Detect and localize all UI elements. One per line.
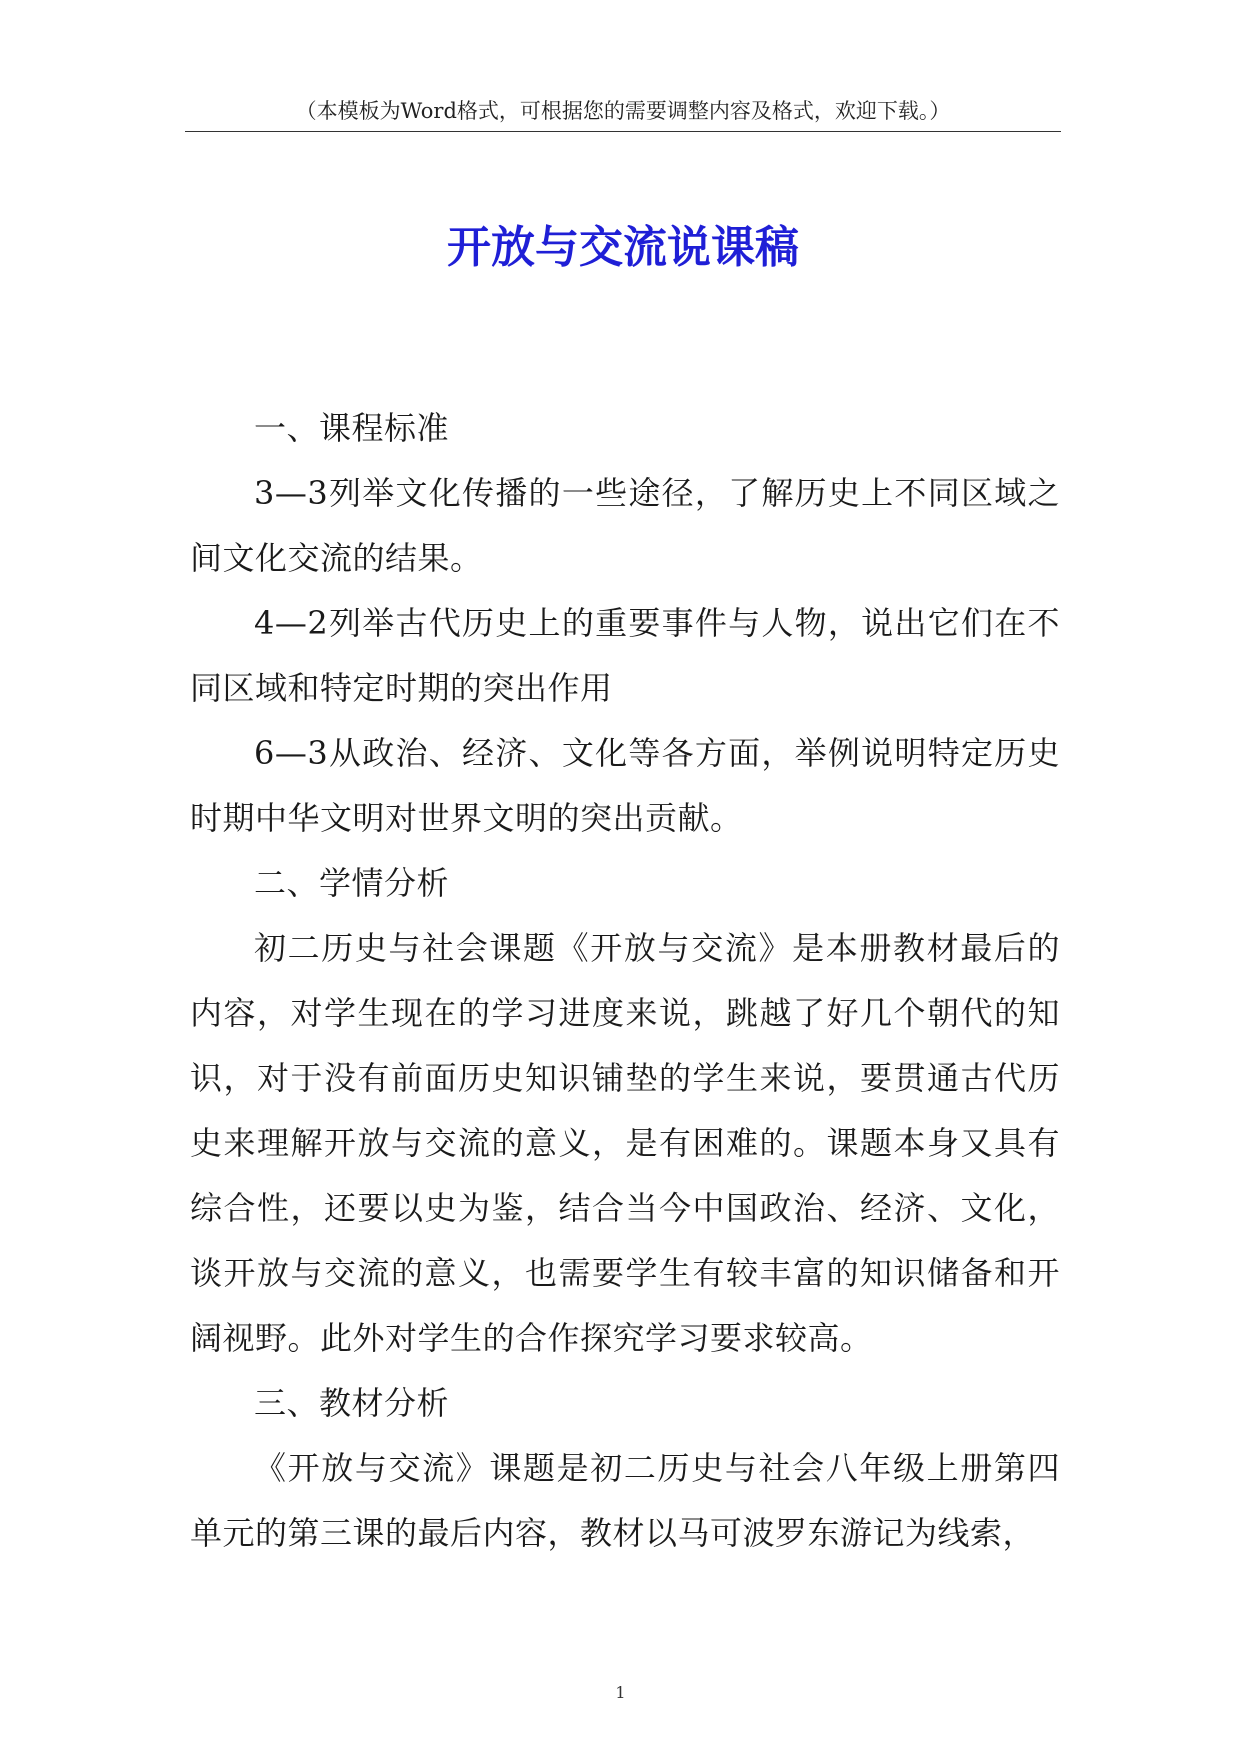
paragraph-standard-4-2: 4—2列举古代历史上的重要事件与人物，说出它们在不同区域和特定时期的突出作用 [190,604,1060,707]
header-divider [185,131,1061,132]
section-heading-textbook-analysis: 三、教材分析 [254,1384,450,1422]
document-title: 开放与交流说课稿 [447,222,799,273]
paragraph-standard-6-3: 6—3从政治、经济、文化等各方面，举例说明特定历史时期中华文明对世界文明的突出贡献。 [190,734,1060,837]
page-number: 1 [615,1683,626,1702]
paragraph-standard-3-3: 3—3列举文化传播的一些途径，了解历史上不同区域之间文化交流的结果。 [190,474,1060,577]
header-note: （本模板为Word格式，可根据您的需要调整内容及格式，欢迎下载。） [295,99,951,123]
section-heading-student-analysis: 二、学情分析 [254,864,450,902]
paragraph-textbook-analysis: 《开放与交流》课题是初二历史与社会八年级上册第四单元的第三课的最后内容，教材以马可波罗东游记为线索， [190,1449,1060,1552]
section-heading-course-standard: 一、课程标准 [254,409,450,447]
paragraph-student-analysis: 初二历史与社会课题《开放与交流》是本册教材最后的内容，对学生现在的学习进度来说，跳越了好几个朝代的知识，对于没有前面历史知识铺垫的学生来说，要贯通古代历史来理解开放与交流的意义，是有困难的。课题本身又具有综合性，还要以史为鉴，结合当今中国政治、经济、文化，谈开放与交流的意义，也需要学生有较丰富的知识储备和开阔视野。此外对学生的合作探究学习要求较高。 [190,929,1060,1357]
document-body [190,396,1060,1566]
